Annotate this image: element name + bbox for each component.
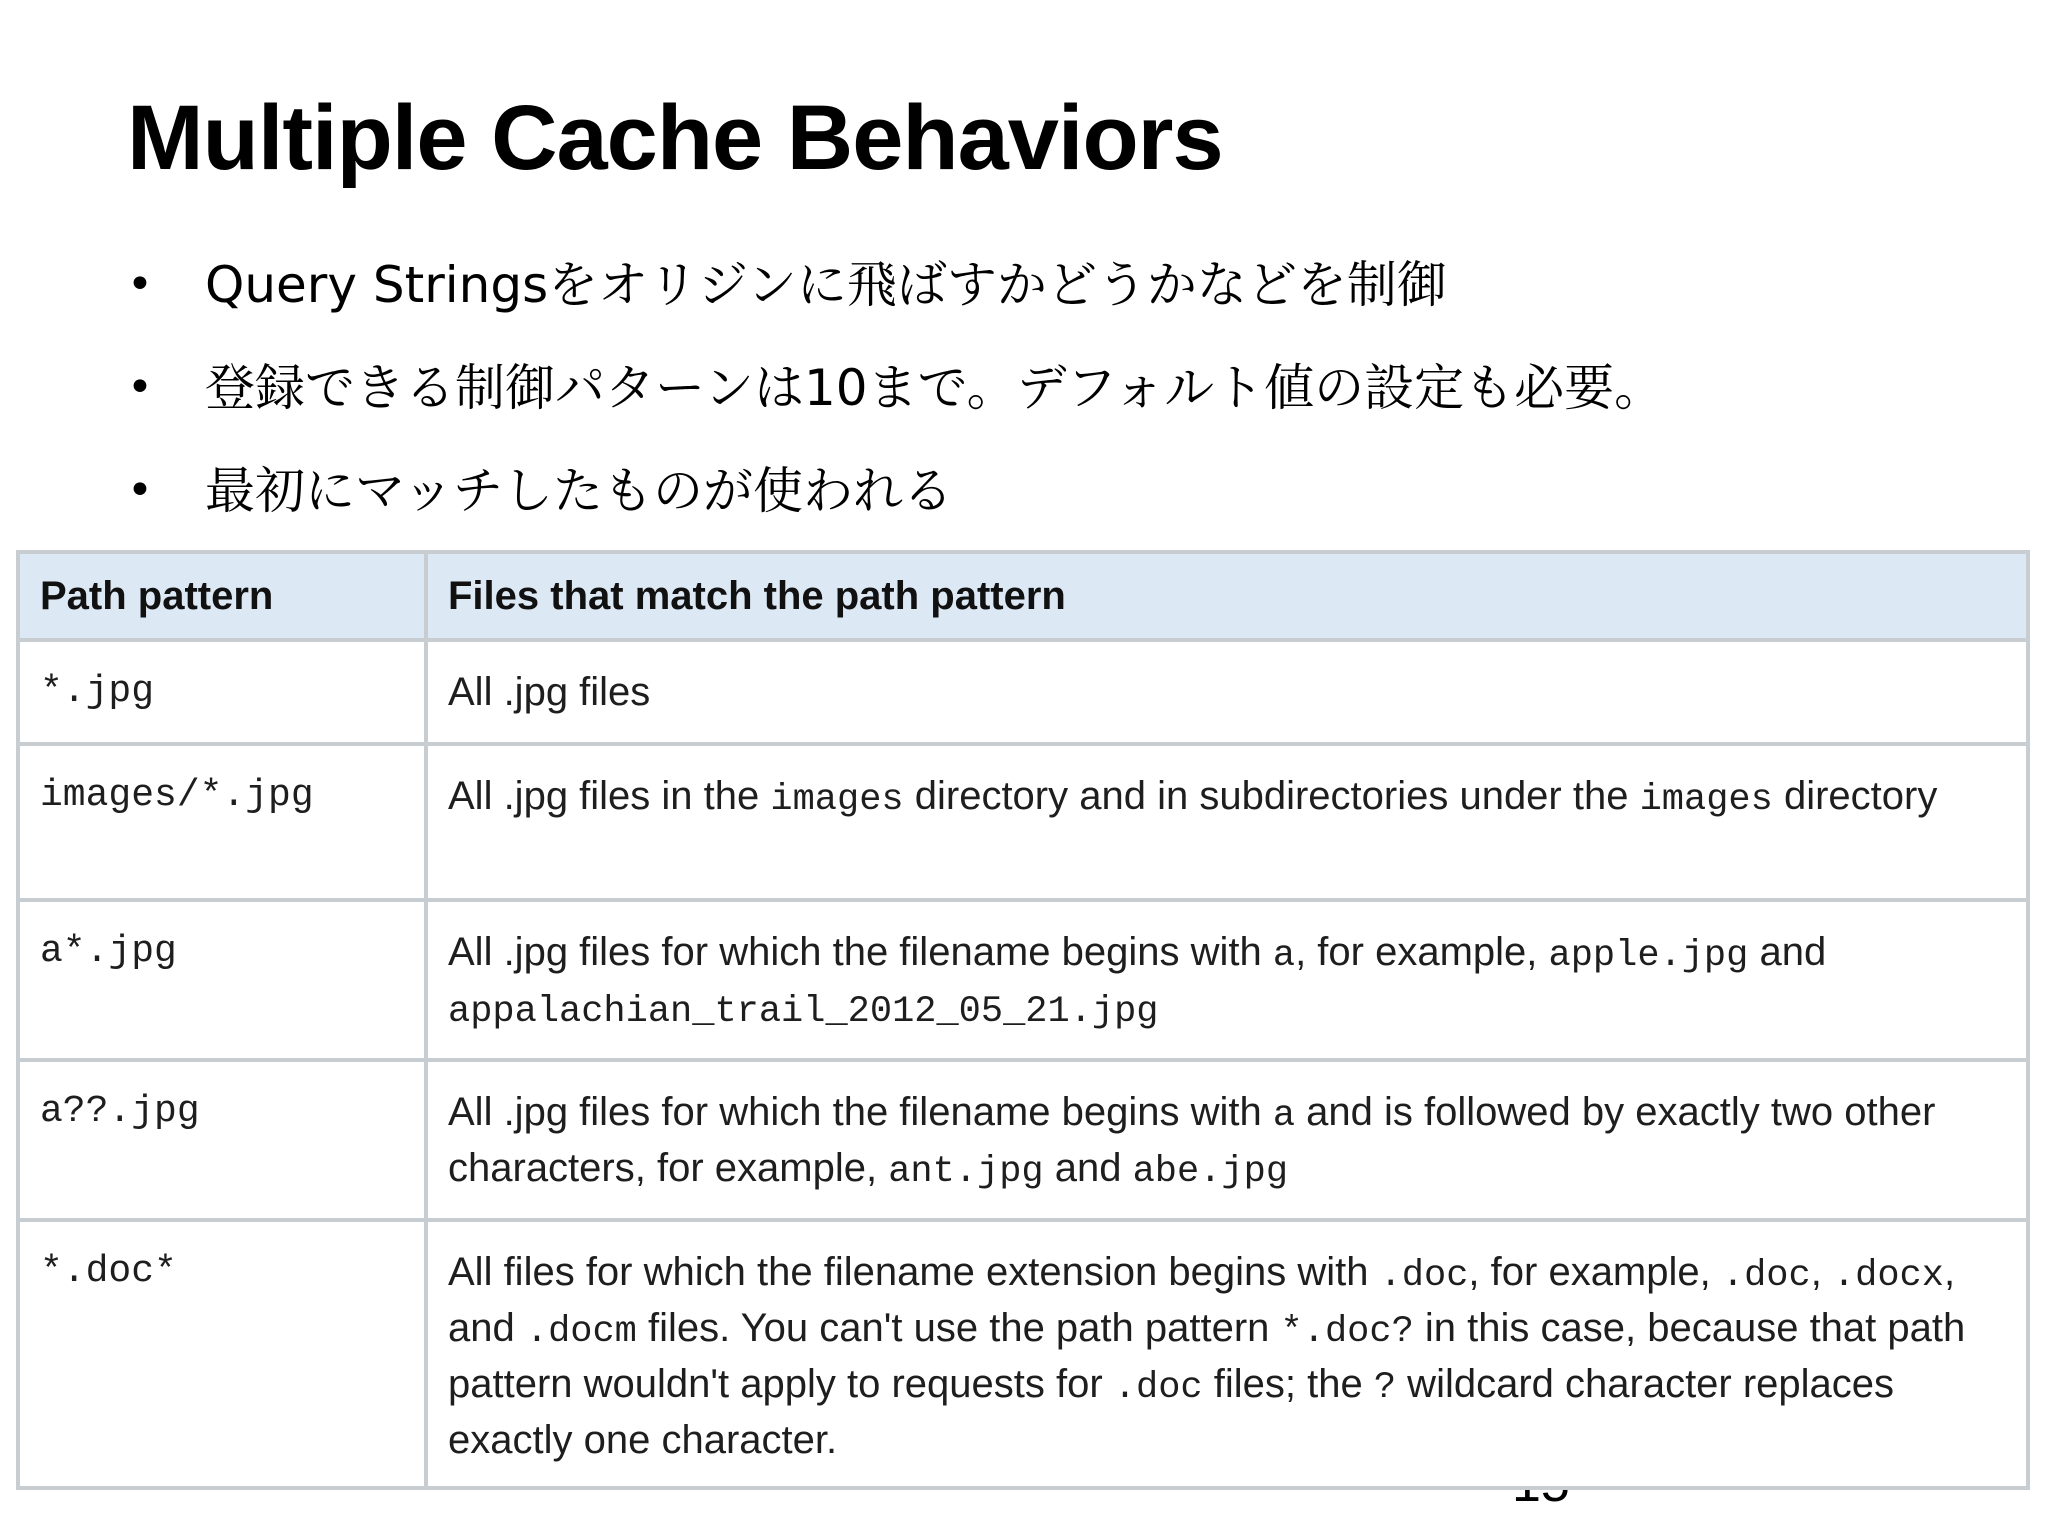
description-cell: [426, 744, 2028, 900]
desc-text: files. You can't use the path pattern: [636, 1306, 1281, 1350]
desc-text: ,: [1810, 1250, 1833, 1294]
desc-code: images: [1639, 779, 1773, 821]
bullet-list: [127, 252, 1664, 561]
bullet-item: [127, 458, 1664, 561]
bullet-dot: •: [127, 362, 153, 413]
description-cell: [426, 1060, 2028, 1220]
path-pattern-cell: a??.jpg: [18, 1060, 426, 1220]
bullet-item: [127, 252, 1664, 355]
desc-code: *.doc?: [1280, 1311, 1414, 1353]
path-pattern-table: [16, 550, 2030, 1490]
desc-text: All .jpg files: [448, 670, 651, 714]
desc-text: , for example,: [1295, 930, 1549, 974]
path-pattern-cell: *.jpg: [18, 640, 426, 744]
desc-text: wildcard character replaces exactly one character.: [448, 1362, 1895, 1462]
description-cell: [426, 1220, 2028, 1488]
desc-code: .docm: [525, 1311, 637, 1353]
table-row: [18, 1220, 2028, 1488]
desc-code: .docx: [1832, 1255, 1944, 1297]
header-files-match: Files that match the path pattern: [426, 552, 2028, 640]
desc-text: All files for which the filename extension begins with: [448, 1250, 1380, 1294]
desc-code: .doc: [1721, 1255, 1811, 1297]
table-row: [18, 640, 2028, 744]
description-cell: [426, 900, 2028, 1060]
desc-text: files; the: [1202, 1362, 1374, 1406]
bullet-text: Query Stringsをオリジンに飛ばすかどうかなどを制御: [205, 256, 1447, 314]
desc-text: , and: [448, 1250, 1956, 1350]
desc-code: ant.jpg: [888, 1151, 1044, 1193]
desc-text: and is followed by exactly two other characters, for example,: [448, 1090, 1936, 1190]
bullet-text: 登録できる制御パターンは10まで。デフォルト値の設定も必要。: [205, 359, 1665, 417]
desc-code: apple.jpg: [1548, 935, 1749, 977]
bullet-text: 最初にマッチしたものが使われる: [205, 462, 953, 520]
desc-text: All .jpg files in the: [448, 774, 771, 818]
desc-code: appalachian_trail_2012_05_21.jpg: [448, 991, 1159, 1033]
table-header-row: [18, 552, 2028, 640]
bullet-dot: •: [127, 259, 153, 310]
path-pattern-cell: *.doc*: [18, 1220, 426, 1488]
desc-code: ?: [1373, 1367, 1397, 1409]
description-cell: [426, 640, 2028, 744]
desc-code: .doc: [1379, 1255, 1469, 1297]
bullet-dot: •: [127, 465, 153, 516]
desc-text: and: [1043, 1146, 1133, 1190]
desc-code: images: [770, 779, 904, 821]
desc-text: and: [1748, 930, 1827, 974]
desc-text: directory and in subdirectories under the: [903, 774, 1640, 818]
desc-text: All .jpg files for which the filename begins with: [448, 930, 1273, 974]
desc-code: abe.jpg: [1132, 1151, 1289, 1193]
table-row: [18, 1060, 2028, 1220]
desc-code: a: [1272, 935, 1296, 977]
table-row: [18, 744, 2028, 900]
desc-text: directory: [1772, 774, 1938, 818]
table-row: [18, 900, 2028, 1060]
slide-title: Multiple Cache Behaviors: [127, 87, 1223, 189]
bullet-item: [127, 355, 1664, 458]
path-pattern-cell: images/*.jpg: [18, 744, 426, 900]
desc-text: , for example,: [1468, 1250, 1722, 1294]
desc-text: in this case, because that path pattern wouldn't apply to requests for: [448, 1306, 1966, 1406]
desc-text: All .jpg files for which the filename begins with: [448, 1090, 1273, 1134]
desc-code: a: [1272, 1095, 1296, 1137]
header-path-pattern: Path pattern: [18, 552, 426, 640]
desc-code: .doc: [1113, 1367, 1203, 1409]
path-pattern-cell: a*.jpg: [18, 900, 426, 1060]
